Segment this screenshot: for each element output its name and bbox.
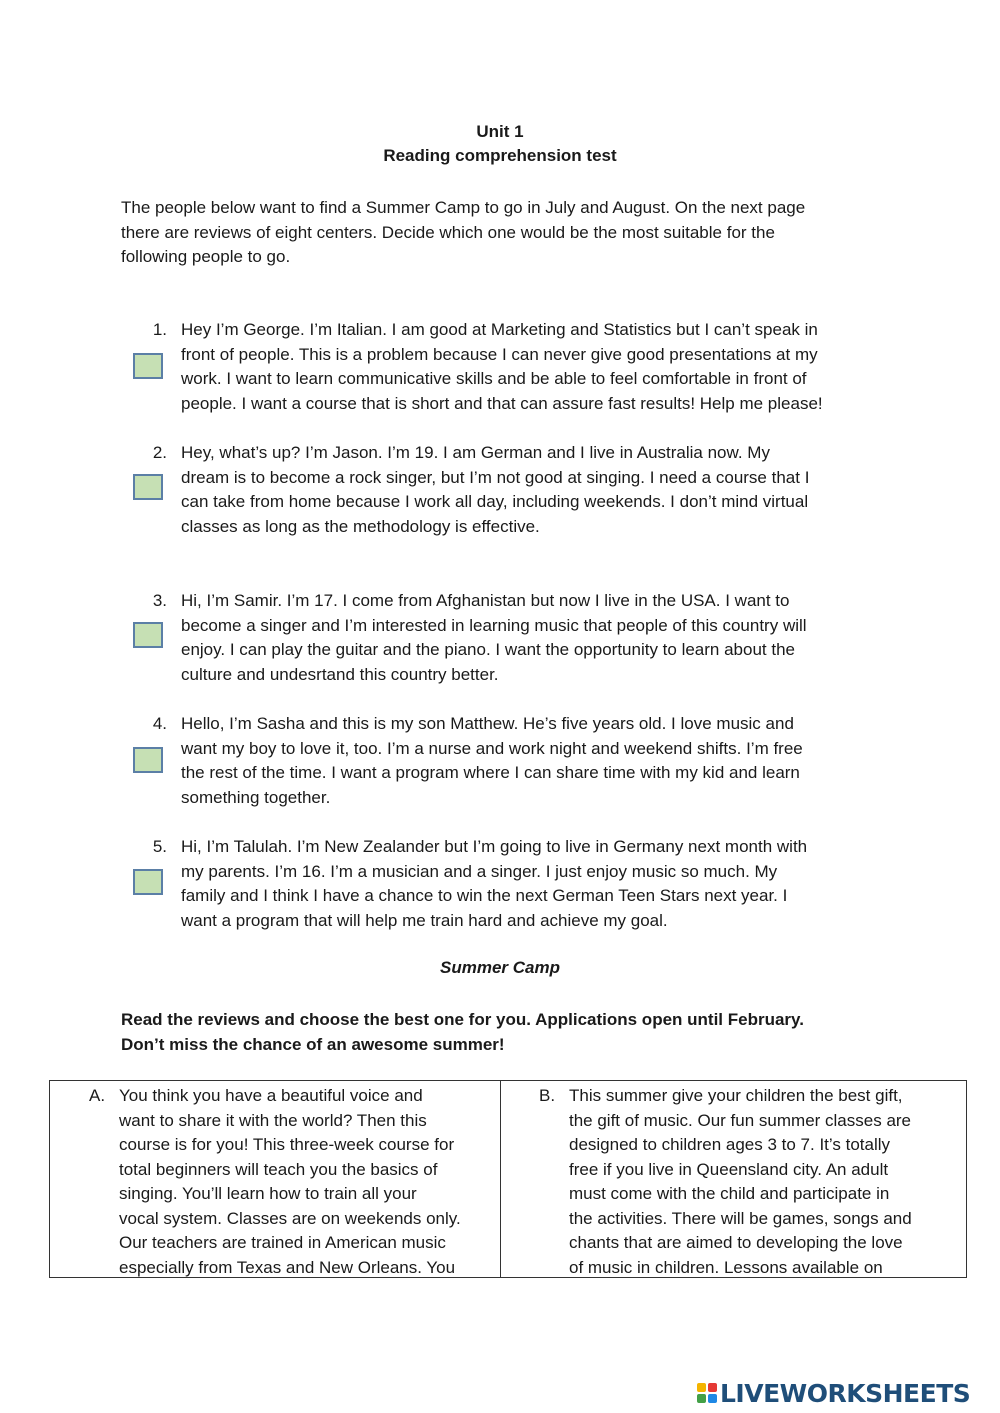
intro-line: The people below want to find a Summer Camp to go in July and August. On the next page: [121, 198, 806, 217]
instruction-line: Don’t miss the chance of an awesome summer!: [121, 1034, 505, 1054]
question-4: [120, 712, 890, 812]
answer-box-4[interactable]: [133, 747, 163, 773]
intro-paragraph: [121, 196, 881, 270]
question-number: 5.: [152, 837, 167, 856]
unit-heading: Unit 1: [476, 122, 524, 141]
question-text: Hi, I’m Samir. I’m 17. I come from Afghanistan but now I live in the USA. I want to become a singer and I’m interested in learning music that people of this country will enjoy. I can play the guitar and the piano. I want the opportunity to learn about the culture and undesrtand this country better.: [181, 591, 807, 685]
question-number: 1.: [152, 320, 167, 339]
logo-square: [708, 1394, 717, 1403]
review-text: This summer give your children the best gift, the gift of music. Our fun summer classes are designed to children ages 3 to 7. It’s totally free if you live in Queensland city. An adult must come with the child and participate in the activities. There will be games, songs and chants that are aimed to developing the love of music in children. Lessons available on: [569, 1086, 912, 1277]
question-number: 3.: [152, 591, 167, 610]
question-2: [120, 441, 890, 541]
question-5: [120, 835, 890, 935]
review-letter: B.: [539, 1086, 556, 1105]
logo-icon: [697, 1383, 717, 1403]
question-text: Hey, what’s up? I’m Jason. I’m 19. I am German and I live in Australia now. My dream is to become a rock singer, but I’m not good at singing. I need a course that I can take from home because I work all day, including weekends. I don’t mind virtual classes as long as the methodology is effective.: [181, 443, 810, 537]
review-letter: A.: [89, 1086, 106, 1105]
answer-box-1[interactable]: [133, 353, 163, 379]
intro-line: following people to go.: [121, 247, 291, 266]
review-text: You think you have a beautiful voice and want to share it with the world? Then this course is for you! This three-week course for total beginners will teach you the basics of singing. You’ll learn how to train all your vocal system. Classes are on weekends only. Our teachers are trained in American music especially from Texas and New Orleans. You: [119, 1086, 461, 1277]
section-title: Summer Camp: [440, 958, 560, 977]
logo-square: [697, 1383, 706, 1392]
question-number: 4.: [152, 714, 167, 733]
question-text: Hello, I’m Sasha and this is my son Matthew. He’s five years old. I love music and want my boy to love it, too. I’m a nurse and work night and weekend shifts. I’m free the rest of the time. I want a program where I can share time with my kid and learn something together.: [181, 714, 803, 808]
liveworksheets-logo: [697, 1378, 970, 1408]
logo-text: LIVEWORKSHEETS: [720, 1378, 971, 1408]
question-text: Hi, I’m Talulah. I’m New Zealander but I’m going to live in Germany next month with my parents. I’m 16. I’m a musician and a singer. I just enjoy music so much. My family and I think I have a chance to win the next German Teen Stars next year. I want a program that will help me train hard and achieve my goal.: [181, 837, 808, 931]
answer-box-5[interactable]: [133, 869, 163, 895]
intro-line: there are reviews of eight centers. Decide which one would be the most suitable for the: [121, 222, 775, 242]
logo-square: [697, 1394, 706, 1403]
question-text: Hey I’m George. I’m Italian. I am good at Marketing and Statistics but I can’t speak in front of people. This is a problem because I can never give good presentations at my work. I want to learn communicative skills and be able to feel comfortable in front of people. I want a course that is short and that can assure fast results! Help me please!: [181, 320, 823, 414]
question-1: [120, 318, 890, 418]
logo-square: [708, 1383, 717, 1392]
answer-box-3[interactable]: [133, 622, 163, 648]
question-number: 2.: [152, 443, 167, 462]
question-3: [120, 589, 890, 689]
page-title: Reading comprehension test: [383, 146, 617, 165]
instruction-line: Read the reviews and choose the best one for you. Applications open until February.: [121, 1010, 804, 1029]
review-b: [501, 1081, 966, 1278]
answer-box-2[interactable]: [133, 474, 163, 500]
section-instructions: [121, 1008, 881, 1057]
review-a: [50, 1081, 500, 1278]
reviews-table: [49, 1080, 967, 1278]
